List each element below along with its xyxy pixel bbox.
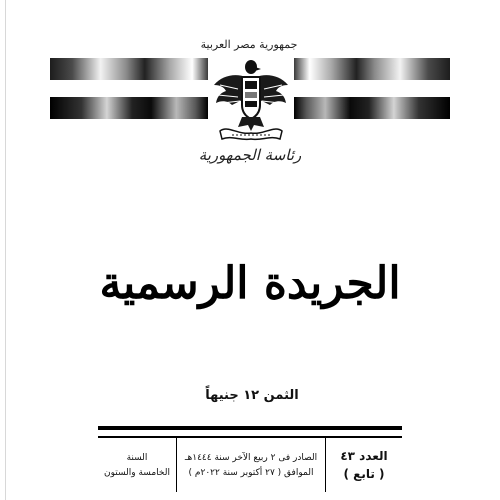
presidency-name: رئاسة الجمهورية	[198, 146, 302, 164]
eagle-of-saladin-icon	[208, 55, 294, 143]
issue-suffix: ( تابع )	[343, 467, 385, 481]
left-dark-stripe	[50, 97, 208, 119]
right-dark-stripe	[294, 97, 450, 119]
left-silver-stripe	[50, 58, 208, 80]
republic-name: جمهورية مصر العربية	[200, 38, 298, 51]
issue-year-cell	[98, 438, 176, 492]
gregorian-date: الموافق ( ٢٧ أكتوبر سنة ٢٠٢٢م )	[188, 467, 314, 478]
year-value: الخامسة والستون	[104, 467, 170, 478]
issue-price: الثمن ١٢ جنيهاً	[205, 388, 299, 403]
issue-number-cell	[326, 438, 402, 492]
issue-date-cell	[176, 438, 326, 492]
year-label: السنة	[126, 452, 148, 463]
issue-number: العدد ٤٣	[340, 449, 388, 463]
hijri-date: الصادر فى ٢ ربيع الآخر سنة ١٤٤٤هـ	[184, 452, 318, 463]
right-silver-stripe	[294, 58, 450, 80]
gazette-title: الجريدة الرسمية	[99, 258, 401, 309]
top-rule	[98, 426, 402, 430]
issue-info-table	[98, 436, 402, 492]
